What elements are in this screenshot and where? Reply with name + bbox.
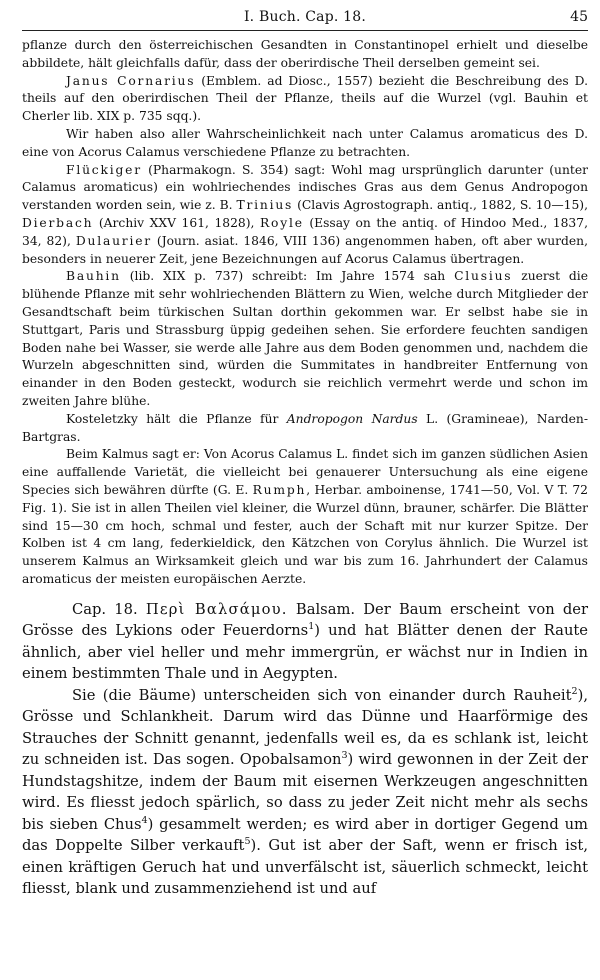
- p4-text: (Pharmakogn. S. 354) sagt: Wohl mag ursprünglich darunter (unter Calamus aromaticus) ein wohlriechendes indisches Gras aus dem Genus Andropogon verstanden worden sein, wie z. B.: [22, 162, 588, 213]
- p5-text: (lib. XIX p. 737) schreibt: Im Jahre 1574 sah: [120, 269, 455, 284]
- author-name: Clusius: [454, 269, 513, 284]
- p4-text: (Clavis Agrostograph. antiq., 1882, S. 10—15),: [293, 198, 589, 213]
- p2-text: (Emblem. ad Diosc., 1557) bezieht die Beschreibung des D. theils auf den oberirdischen Theil der Pflanze, theils auf die Wurzel (vgl. Bauhin et Cherler lib. XIX p. 735 sqq.).: [22, 73, 588, 124]
- p4-text: (Essay on the antiq. of Hindoo Med., 1837, 34, 82),: [22, 215, 588, 248]
- footnote-ref: 5: [244, 836, 251, 848]
- author-name: Dierbach: [22, 215, 94, 230]
- p5-text: zuerst die blühende Pflanze mit sehr wohlriechenden Blättern zu Wien, welche durch Mitglieder der Gesandtschaft beim türkischen Sultan dorthin gekommen war. Er selbst habe sie in Stuttgart, Paris und Strassburg üppig gedeihen sehen. Sie erfordere feuchten sandigen Boden nahe bei Wasser, sie werde alle Jahre aus dem Boden genommen und, nachdem die Wurzeln abgeschnitten sind, würden die Summitates in handbreiter Entfernung von einander in den Boden gesteckt, wodurch sie reichlich vermehrt werde und schon im zweiten Jahre blühe.: [22, 269, 588, 408]
- page-number: 45: [570, 9, 588, 25]
- chapter-text: Sie (die Bäume) unterscheiden sich von einander durch Rauheit: [72, 686, 572, 704]
- p4-text: (Journ. asiat. 1846, VIII 136) angenommen haben, oft aber wurden, besonders in neuerer Zeit, jene Bezeichnungen auf Acorus Calamus übertragen.: [22, 233, 588, 266]
- paragraph-4: [22, 162, 588, 269]
- author-name: Janus Cornarius: [66, 73, 196, 88]
- chapter-heading: Cap. 18.: [72, 600, 146, 618]
- header-rule: [22, 30, 588, 31]
- species-name: Andropogon Nardus: [286, 411, 418, 426]
- author-name: Royle: [259, 215, 304, 230]
- running-title: I. Buch. Cap. 18.: [243, 9, 367, 25]
- small-print-section: [22, 37, 588, 589]
- chapter-text: ) und hat Blätter denen der Raute ähnlich, aber viel heller und mehr immergrün, er wächst nur in Indien in einem bestimmten Thale und in Aegypten.: [22, 622, 588, 683]
- p6-text: Kosteletzky hält die Pflanze für: [66, 411, 287, 426]
- footnote-ref: 1: [308, 621, 315, 633]
- paragraph-6: [22, 411, 588, 447]
- chapter-text: ), Grösse und Schlankheit. Darum wird das Dünne und Haarförmige des Strauches der Schnitt genannt, jedenfalls weil es, da es schlank ist, leicht zu schneiden ist. Das sogen. Opobalsamon: [22, 686, 588, 769]
- chapter-18-section: [22, 599, 588, 900]
- paragraph-1: [22, 37, 588, 73]
- p4-text: (Archiv XXV 161, 1828),: [93, 215, 260, 230]
- chapter-text: ). Gut ist aber der Saft, wenn er frisch ist, einen kräftigen Geruch hat und unverfälscht ist, säuerlich schmeckt, leicht fliesst, blank und zusammenziehend ist und auf: [22, 837, 588, 898]
- footnote-ref: 4: [141, 814, 148, 826]
- author-name: Bauhin: [66, 269, 121, 284]
- paragraph-7: [22, 446, 588, 588]
- chapter-text: Balsam. Der Baum erscheint von der Grösse des Lykions oder Feuerdorns: [22, 600, 589, 640]
- greek-title: Περὶ Βαλσάμου.: [145, 600, 288, 618]
- running-header: [22, 9, 588, 29]
- paragraph-5: [22, 268, 588, 410]
- p3-text: Wir haben also aller Wahrscheinlichkeit nach unter Calamus aromaticus des D. eine von Acorus Calamus verschiedene Pflanze zu betrachten.: [22, 126, 588, 159]
- chapter-text: ) gesammelt werden; es wird aber in dortiger Gegend um das Doppelte Silber verkauft: [22, 815, 588, 855]
- p7-text: , Herbar. amboinense, 1741—50, Vol. V T. 72 Fig. 1). Sie ist in allen Theilen viel kleiner, die Wurzel dünn, brauner, schärfer. Die Blätter sind 15—30 cm hoch, schmal und fester, auch der Schaft mit nur kurzer Spitze. Der Kolben ist 4 cm lang, federkieldick, den Kätzchen von Corylus ähnlich. Die Wurzel ist unserem Kalmus an Wirksamkeit gleich und war bis zum 16. Jahrhundert der Calamus aromaticus der meisten europäischen Aerzte.: [22, 482, 589, 586]
- footnote-ref: 2: [571, 685, 578, 697]
- author-name: Flückiger: [66, 162, 142, 177]
- author-name: Rumph: [252, 482, 307, 497]
- p6-text: L. (Gramineae), Narden-Bartgras.: [22, 411, 589, 444]
- chapter-paragraph-2: [22, 685, 588, 900]
- p7-text: Beim Kalmus sagt er: Von Acorus Calamus L. findet sich im ganzen südlichen Asien eine auffallende Varietät, die vielleicht bei genauerer Untersuchung als eine eigene Species sich bewähren dürfte (G. E.: [22, 447, 588, 497]
- chapter-paragraph-1: [22, 599, 588, 685]
- footnote-ref: 3: [341, 750, 348, 762]
- paragraph-3: [22, 126, 588, 162]
- author-name: Trinius: [236, 198, 294, 213]
- author-name: Dulaurier: [75, 233, 152, 248]
- p1-text: pflanze durch den österreichischen Gesandten in Constantinopel erhielt und dieselbe abbildete, hält gleichfalls dafür, dass der oberirdische Theil derselben gemeint sei.: [22, 38, 588, 70]
- chapter-text: ) wird gewonnen in der Zeit der Hundstagshitze, indem der Baum mit eisernen Werkzeugen angeschnitten wird. Es fliesst jedoch spärlich, so dass zu jeder Zeit nicht mehr als sechs bis sieben Chus: [22, 751, 588, 833]
- paragraph-2: [22, 73, 588, 126]
